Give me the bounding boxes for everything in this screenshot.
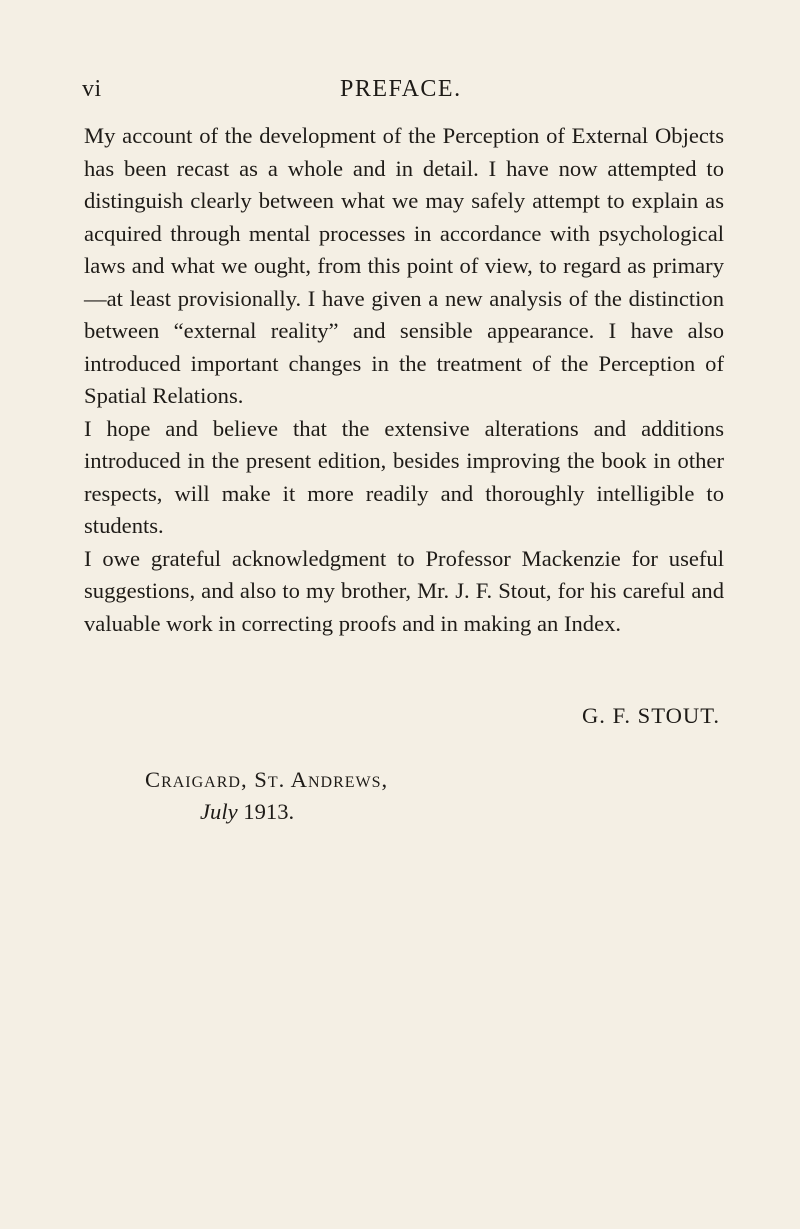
preface-body xyxy=(84,120,724,640)
date-month: July xyxy=(200,799,238,824)
paragraph: I owe grateful acknowledgment to Professor Mackenzie for useful suggestions, and also to my brother, Mr. J. F. Stout, for his careful and valuable work in correcting proofs and in making an Index. xyxy=(84,545,724,636)
page-number: vi xyxy=(82,76,102,102)
paragraph: I hope and believe that the extensive alterations and additions introduced in the present edition, besides improving the book in other respects, will make it more readily and thoroughly intelligible to students. xyxy=(84,415,724,538)
date-year: 1913. xyxy=(243,799,295,824)
running-title: PREFACE. xyxy=(340,76,462,102)
paragraph: My account of the development of the Perception of External Objects has been recast as a whole and in detail. I have now attempted to distinguish clearly between what we may safely attempt to explain as acquired through mental processes in accordance with psychological laws and what we ought, from this point of view, to regard as primary—at least provisionally. I have given a new analysis of the distinction between “external reality” and sensible appearance. I have also introduced important changes in the treatment of the Perception of Spatial Relations. xyxy=(84,123,724,408)
author-signature: G. F. STOUT. xyxy=(581,703,720,728)
place-line: Craigard, St. Andrews, xyxy=(145,767,389,792)
page-header xyxy=(82,76,722,106)
date-line xyxy=(200,799,294,825)
